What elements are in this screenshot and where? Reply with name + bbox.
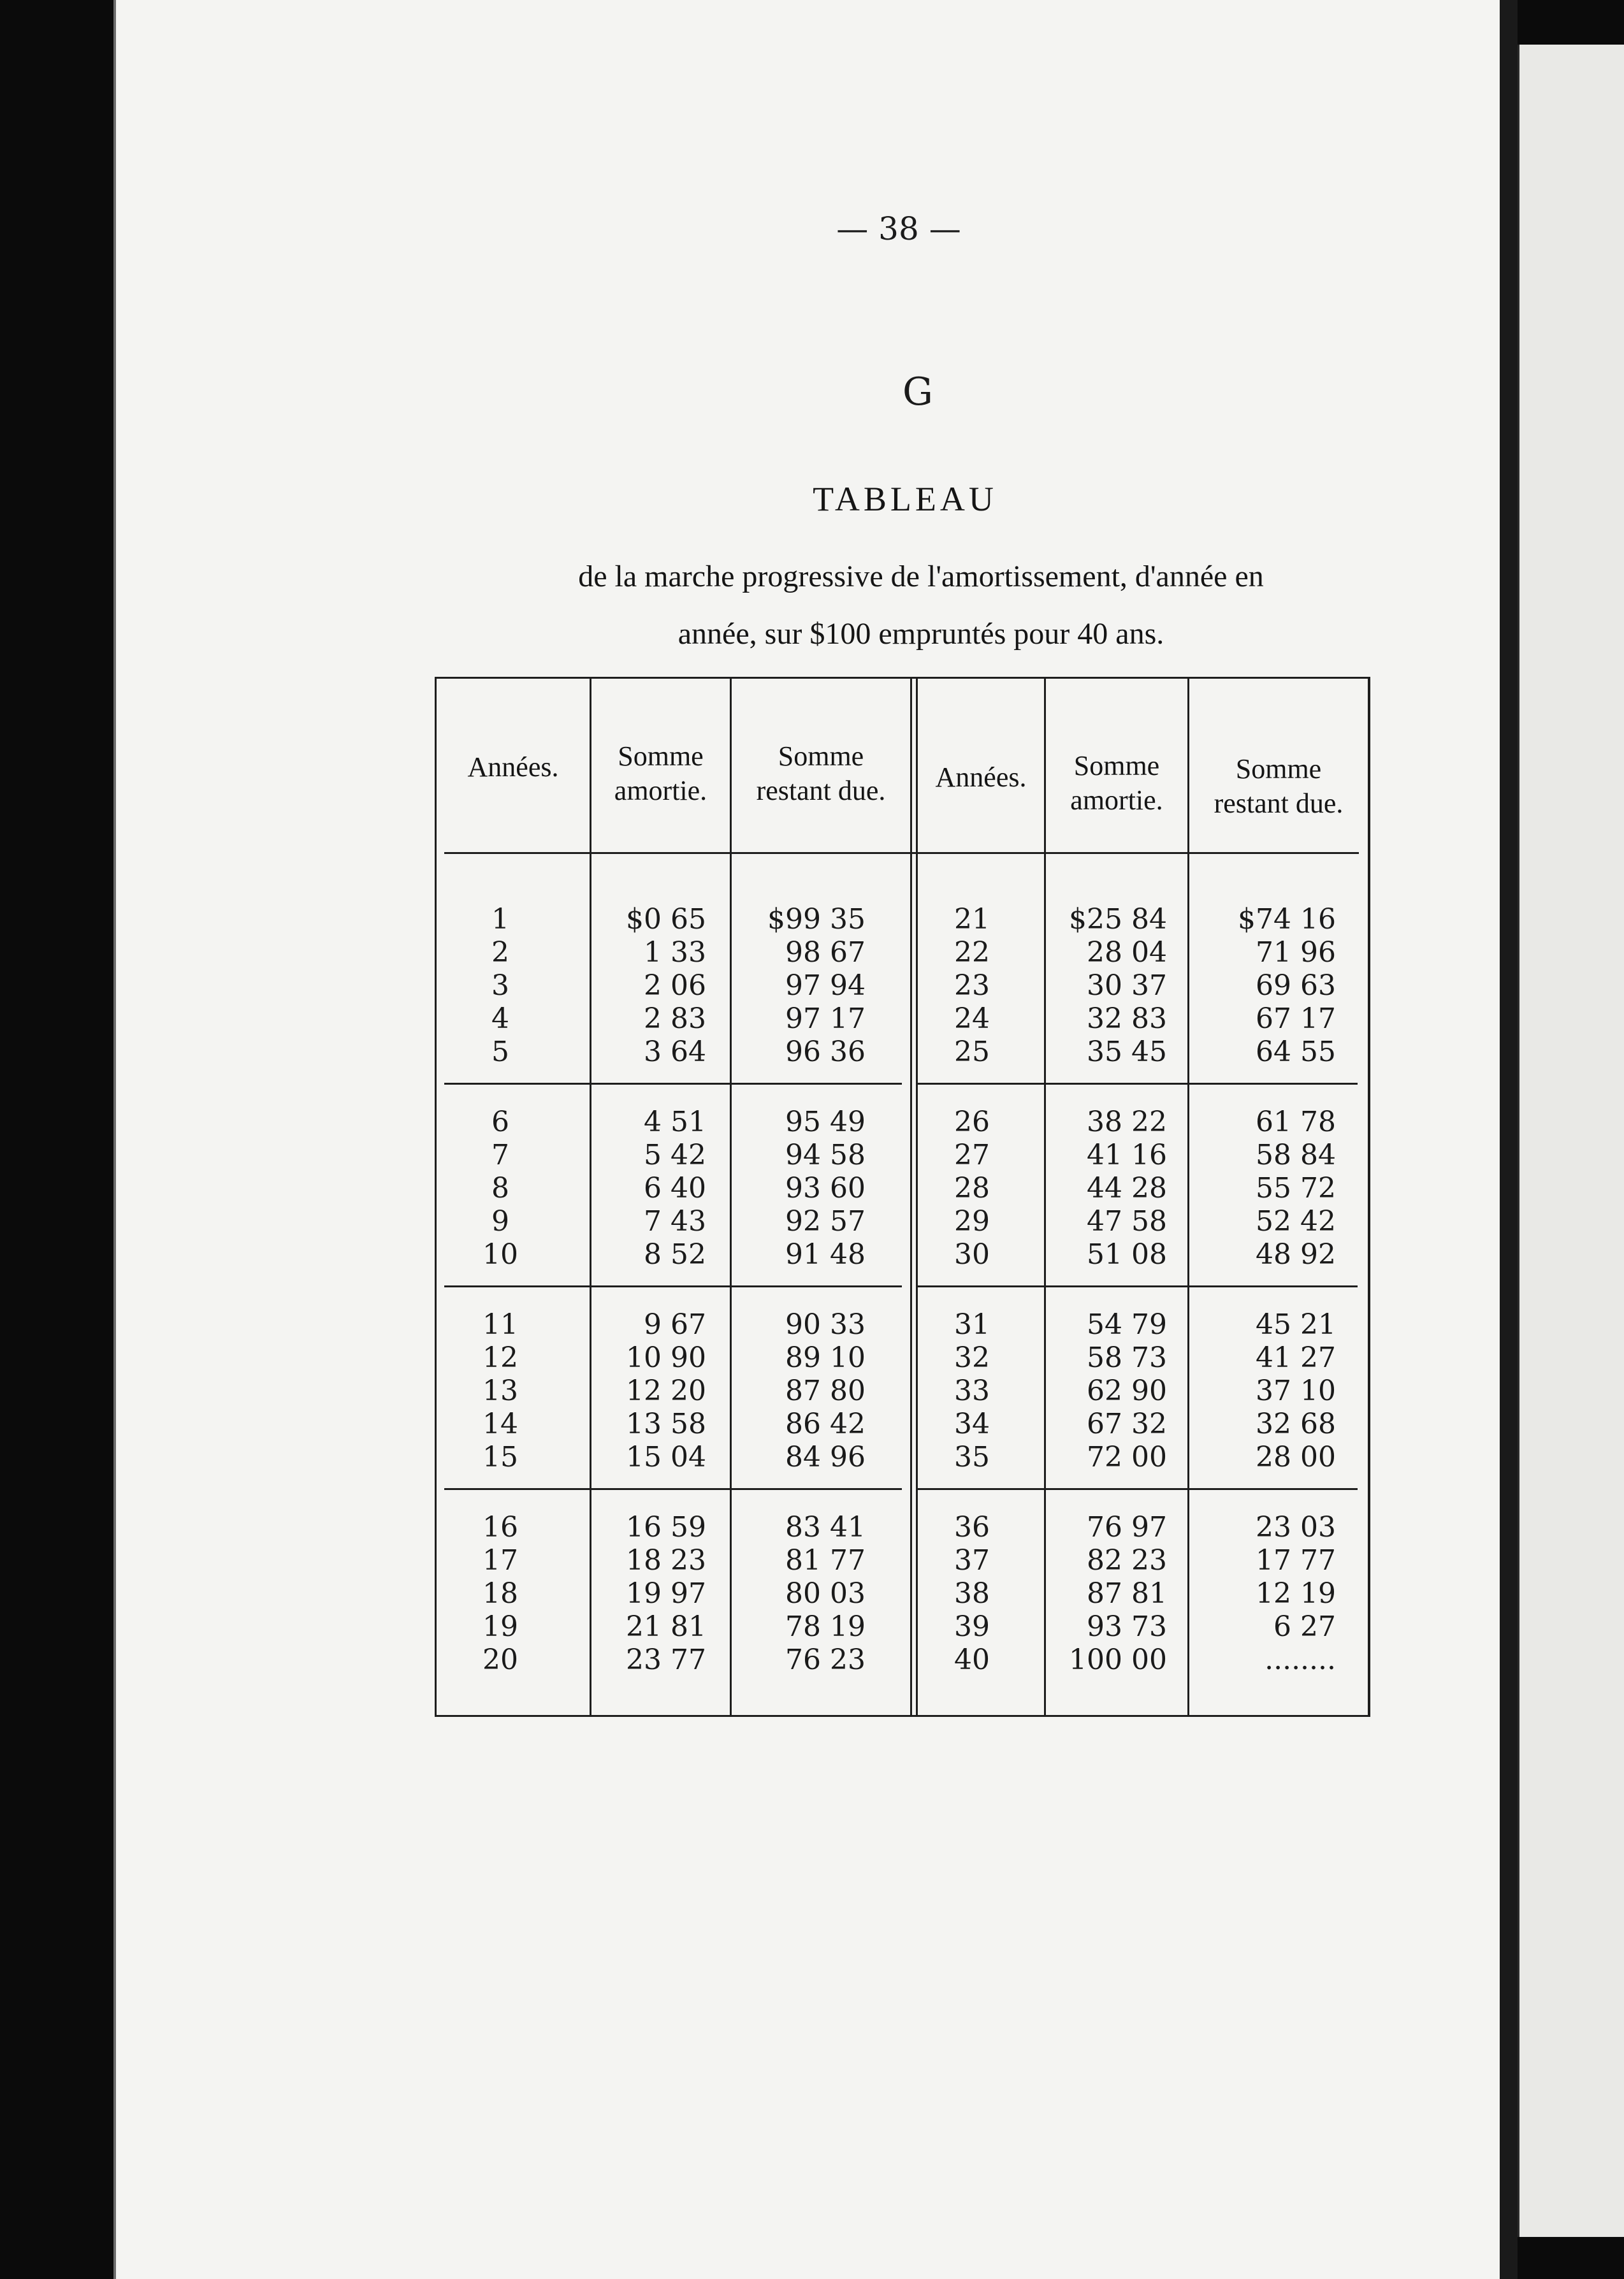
cell-amortized-right: $25 84	[1069, 903, 1167, 936]
cell-year-right: 36	[954, 1511, 990, 1544]
cell-year-left: 17	[482, 1544, 518, 1577]
cell-remaining-left: 90 33	[785, 1308, 866, 1341]
cell-year-right: 27	[954, 1139, 990, 1171]
cell-amortized-right: 72 00	[1087, 1441, 1167, 1473]
page-number: — 38 —	[836, 210, 961, 247]
cell-year-right: 30	[954, 1238, 990, 1271]
cell-remaining-left: 89 10	[785, 1342, 866, 1374]
group-rule-right	[918, 1083, 1358, 1085]
cell-remaining-right: 41 27	[1256, 1342, 1336, 1374]
cell-remaining-right: 17 77	[1256, 1544, 1336, 1577]
cell-amortized-left: 15 04	[626, 1441, 706, 1473]
cell-amortized-right: 67 32	[1087, 1408, 1167, 1440]
cell-year-left: 11	[482, 1308, 518, 1341]
cell-remaining-left: 81 77	[785, 1544, 866, 1577]
cell-remaining-left: 97 94	[785, 969, 866, 1002]
cell-remaining-left: $99 35	[767, 903, 866, 936]
cell-amortized-left: 21 81	[626, 1610, 706, 1643]
cell-remaining-right: 45 21	[1256, 1308, 1336, 1341]
cell-amortized-left: 7 43	[644, 1205, 706, 1238]
header-remaining-right	[1189, 752, 1368, 821]
table-title: TABLEAU	[813, 480, 997, 518]
header-rule	[444, 852, 1359, 854]
cell-remaining-left: 97 17	[785, 1002, 866, 1035]
cell-remaining-left: 83 41	[785, 1511, 866, 1544]
cell-remaining-left: 87 80	[785, 1375, 866, 1407]
cell-remaining-right: 12 19	[1256, 1577, 1336, 1610]
cell-amortized-right: 54 79	[1087, 1308, 1167, 1341]
cell-remaining-right: 71 96	[1256, 936, 1336, 969]
cell-amortized-left: 12 20	[626, 1375, 706, 1407]
header-amortized-right-line2: amortie.	[1070, 785, 1163, 816]
cell-year-right: 37	[954, 1544, 990, 1577]
cell-year-left: 15	[482, 1441, 518, 1473]
cell-remaining-right: 52 42	[1256, 1205, 1336, 1238]
header-remaining-left-line2: restant due.	[756, 775, 886, 806]
cell-amortized-left: 18 23	[626, 1544, 706, 1577]
cell-amortized-right: 93 73	[1087, 1610, 1167, 1643]
cell-amortized-left: 9 67	[644, 1308, 706, 1341]
header-amortized-right-line1: Somme	[1073, 750, 1160, 781]
cell-amortized-right: 51 08	[1087, 1238, 1167, 1271]
cell-remaining-right: 32 68	[1256, 1408, 1336, 1440]
cell-year-left: 7	[491, 1139, 509, 1171]
cell-amortized-right: 100 00	[1069, 1644, 1167, 1676]
cell-remaining-right: 28 00	[1256, 1441, 1336, 1473]
cell-amortized-left: 2 83	[644, 1002, 706, 1035]
table-subtitle	[433, 548, 1409, 663]
cell-year-left: 6	[491, 1106, 509, 1138]
cell-amortized-right: 35 45	[1087, 1036, 1167, 1068]
cell-year-left: 3	[491, 969, 509, 1002]
header-remaining-left	[732, 739, 910, 808]
subtitle-line-1: de la marche progressive de l'amortissement, d'année en	[578, 560, 1264, 593]
cell-remaining-right: 69 63	[1256, 969, 1336, 1002]
cell-remaining-left: 92 57	[785, 1205, 866, 1238]
cell-amortized-left: 23 77	[626, 1644, 706, 1676]
header-amortized-right	[1046, 749, 1187, 818]
cell-year-left: 8	[491, 1172, 509, 1205]
cell-amortized-left: 10 90	[626, 1342, 706, 1374]
cell-remaining-right: 64 55	[1256, 1036, 1336, 1068]
header-remaining-right-line1: Somme	[1235, 753, 1322, 785]
cell-year-left: 2	[491, 936, 509, 969]
cell-amortized-right: 87 81	[1087, 1577, 1167, 1610]
group-rule-left	[444, 1083, 902, 1085]
cell-remaining-right: 6 27	[1273, 1610, 1336, 1643]
cell-year-left: 18	[482, 1577, 518, 1610]
cell-amortized-right: 32 83	[1087, 1002, 1167, 1035]
cell-year-right: 29	[954, 1205, 990, 1238]
cell-remaining-right: 37 10	[1256, 1375, 1336, 1407]
cell-remaining-right: 23 03	[1256, 1511, 1336, 1544]
cell-remaining-right: 48 92	[1256, 1238, 1336, 1271]
group-rule-left	[444, 1488, 902, 1490]
cell-amortized-right: 62 90	[1087, 1375, 1167, 1407]
cell-year-left: 9	[491, 1205, 509, 1238]
cell-remaining-left: 80 03	[785, 1577, 866, 1610]
header-remaining-left-line1: Somme	[778, 741, 864, 772]
header-years-left: Années.	[467, 751, 559, 783]
cell-year-right: 22	[954, 936, 990, 969]
section-letter: G	[903, 370, 933, 414]
header-amortized-left	[591, 739, 730, 808]
cell-remaining-left: 76 23	[785, 1644, 866, 1676]
cell-amortized-right: 47 58	[1087, 1205, 1167, 1238]
cell-amortized-left: 1 33	[644, 936, 706, 969]
cell-remaining-left: 78 19	[785, 1610, 866, 1643]
cell-remaining-right: 61 78	[1256, 1106, 1336, 1138]
cell-amortized-right: 76 97	[1087, 1511, 1167, 1544]
cell-amortized-left: 19 97	[626, 1577, 706, 1610]
cell-amortized-right: 82 23	[1087, 1544, 1167, 1577]
header-remaining-right-line2: restant due.	[1214, 788, 1344, 819]
group-rule-right	[918, 1285, 1358, 1287]
cell-year-left: 20	[482, 1644, 518, 1676]
cell-amortized-right: 30 37	[1087, 969, 1167, 1002]
cell-remaining-right: ........	[1265, 1644, 1336, 1676]
cell-year-right: 32	[954, 1342, 990, 1374]
cell-amortized-left: 13 58	[626, 1408, 706, 1440]
cell-year-right: 31	[954, 1308, 990, 1341]
cell-remaining-left: 86 42	[785, 1408, 866, 1440]
cell-amortized-right: 28 04	[1087, 936, 1167, 969]
cell-year-left: 13	[482, 1375, 518, 1407]
cell-amortized-left: 16 59	[626, 1511, 706, 1544]
cell-year-left: 10	[482, 1238, 518, 1271]
amortization-table	[435, 677, 1370, 1717]
cell-amortized-left: 3 64	[644, 1036, 706, 1068]
group-rule-right	[918, 1488, 1358, 1490]
cell-remaining-left: 93 60	[785, 1172, 866, 1205]
cell-year-right: 23	[954, 969, 990, 1002]
cell-amortized-left: 4 51	[644, 1106, 706, 1138]
page-gutter-shadow	[1500, 0, 1518, 2279]
cell-amortized-left: 5 42	[644, 1139, 706, 1171]
cell-year-right: 39	[954, 1610, 990, 1643]
cell-year-left: 16	[482, 1511, 518, 1544]
cell-year-right: 40	[954, 1644, 990, 1676]
cell-remaining-left: 95 49	[785, 1106, 866, 1138]
cell-year-right: 38	[954, 1577, 990, 1610]
header-years-right: Années.	[935, 762, 1027, 793]
cell-remaining-right: 55 72	[1256, 1172, 1336, 1205]
cell-year-right: 24	[954, 1002, 990, 1035]
cell-amortized-right: 41 16	[1087, 1139, 1167, 1171]
cell-remaining-left: 98 67	[785, 936, 866, 969]
cell-year-right: 21	[954, 903, 990, 936]
cell-amortized-right: 38 22	[1087, 1106, 1167, 1138]
subtitle-line-2: année, sur $100 empruntés pour 40 ans.	[678, 617, 1164, 651]
cell-remaining-left: 91 48	[785, 1238, 866, 1271]
cell-amortized-left: 6 40	[644, 1172, 706, 1205]
group-rule-left	[444, 1285, 902, 1287]
center-double-rule	[910, 679, 918, 1715]
cell-year-right: 25	[954, 1036, 990, 1068]
cell-year-right: 35	[954, 1441, 990, 1473]
cell-year-right: 28	[954, 1172, 990, 1205]
cell-remaining-left: 94 58	[785, 1139, 866, 1171]
adjacent-page-edge	[1518, 45, 1624, 2237]
header-amortized-left-line1: Somme	[618, 741, 704, 772]
cell-year-right: 33	[954, 1375, 990, 1407]
cell-amortized-right: 58 73	[1087, 1342, 1167, 1374]
cell-year-right: 26	[954, 1106, 990, 1138]
cell-year-left: 1	[491, 903, 509, 936]
cell-amortized-left: $0 65	[626, 903, 706, 936]
cell-remaining-right: 67 17	[1256, 1002, 1336, 1035]
cell-remaining-left: 84 96	[785, 1441, 866, 1473]
cell-year-left: 5	[491, 1036, 509, 1068]
cell-remaining-right: $74 16	[1238, 903, 1336, 936]
cell-remaining-left: 96 36	[785, 1036, 866, 1068]
cell-amortized-left: 2 06	[644, 969, 706, 1002]
cell-year-left: 12	[482, 1342, 518, 1374]
cell-year-right: 34	[954, 1408, 990, 1440]
cell-year-left: 14	[482, 1408, 518, 1440]
cell-amortized-left: 8 52	[644, 1238, 706, 1271]
cell-amortized-right: 44 28	[1087, 1172, 1167, 1205]
cell-year-left: 19	[482, 1610, 518, 1643]
cell-remaining-right: 58 84	[1256, 1139, 1336, 1171]
cell-year-left: 4	[491, 1002, 509, 1035]
header-amortized-left-line2: amortie.	[614, 775, 707, 806]
